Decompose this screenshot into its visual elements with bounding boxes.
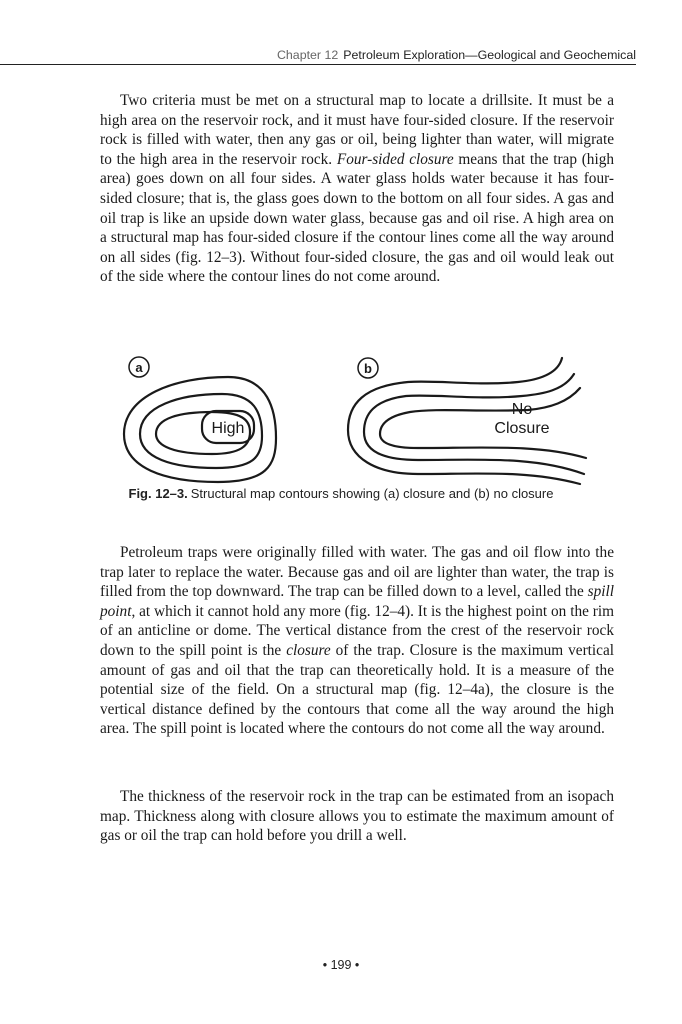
term-closure: closure [286, 641, 331, 659]
label-b: b [364, 361, 372, 376]
paragraph-3-text: The thickness of the reservoir rock in the trap can be estimated from an isopach map. Thickness along with closure allows you to estimate the maximum amount of gas or oil the trap can hold before you drill a well. [100, 788, 614, 845]
paragraph-2-part2: , at which it cannot hold any more (fig. 12–4). It is the highest point on the rim of an anticline or dome. The vertical distance from the crest of the reservoir rock down to the spill point is the [100, 602, 614, 659]
header-title: Petroleum Exploration—Geological and Geochemical [343, 48, 636, 62]
header-chapter: Chapter 12 [276, 48, 339, 62]
figure-12-3 [118, 350, 598, 486]
paragraph-3 [100, 787, 614, 846]
header-text [277, 48, 636, 62]
caption-label: Fig. 12–3. [128, 486, 188, 501]
contour-b-middle [364, 374, 584, 474]
paragraph-2-part3: of the trap. Closure is the maximum vertical amount of gas and oil that the trap can theoretically hold. It is a measure of the potential size of the field. On a structural map (fig. 12–4a), the closure is the vertical distance defined by the contours that come all the way around the high area. The spill point is located where the contours do not come all the way around. [100, 641, 614, 738]
paragraph-1 [100, 91, 614, 287]
term-spill-point: spill point [100, 583, 614, 620]
page-number: • 199 • [322, 958, 360, 972]
running-header [0, 44, 636, 65]
closure-label: Closure [494, 420, 550, 437]
contour-figure [118, 350, 598, 486]
high-label: High [211, 420, 245, 437]
paragraph-1-part2: means that the trap (high area) goes down on all four sides. A water glass holds water because it has four-sided closure; that is, the glass goes down to the bottom on all four sides. A gas and oil trap is like an upside down water glass, because gas and oil rise. A high area on a structural map has four-sided closure if the contour lines come all the way around on all sides (fig. 12–3). Without four-sided closure, the gas and oil would leak out of the side where the contour lines do not come around. [100, 150, 614, 286]
term-four-sided-closure: Four-sided closure [336, 150, 454, 168]
caption-text: Structural map contours showing (a) closure and (b) no closure [190, 486, 554, 501]
paragraph-2 [100, 543, 614, 739]
label-a: a [135, 360, 143, 375]
paragraph-1-part1: Two criteria must be met on a structural map to locate a drillsite. It must be a high area on the reservoir rock, and it must have four-sided closure. If the reservoir rock is filled with water, then any gas or oil, being lighter than water, will migrate to the high area in the reservoir rock. [100, 92, 614, 168]
figure-caption [0, 486, 682, 501]
no-label: No [511, 401, 533, 418]
paragraph-2-part1: Petroleum traps were originally filled with water. The gas and oil flow into the trap later to replace the water. Because gas and oil are lighter than water, the trap is filled from the top downward. The trap can be filled down to a level, called the [100, 544, 614, 601]
contour-b-inner [380, 388, 586, 458]
